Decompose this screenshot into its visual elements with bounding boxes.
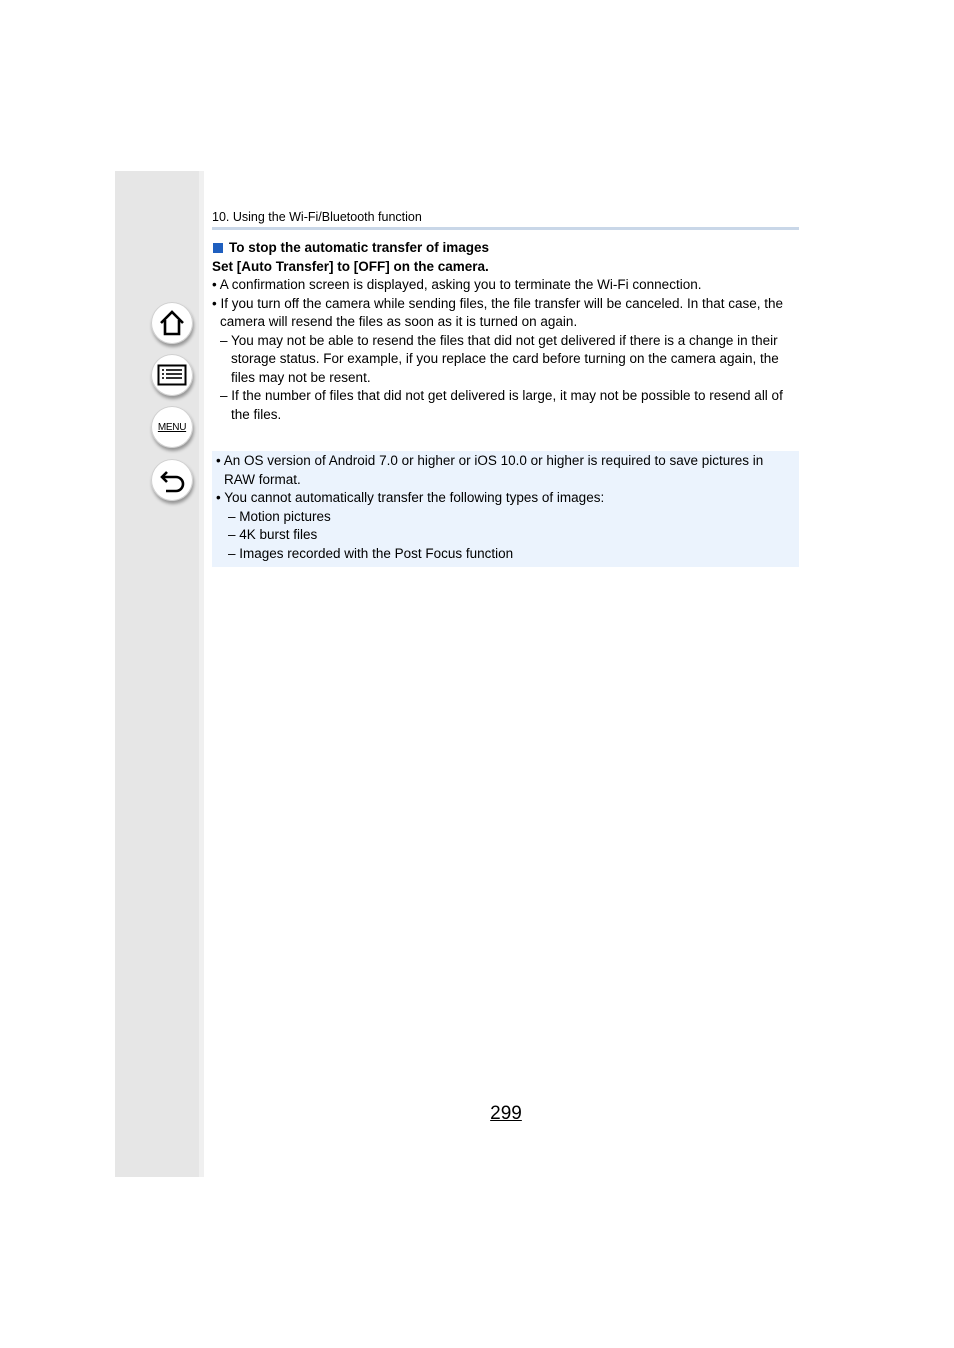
note-content [216, 452, 788, 563]
sidebar-edge [199, 171, 204, 1177]
header-rule [212, 227, 799, 230]
page-number[interactable]: 299 [490, 1103, 522, 1124]
menu-button[interactable] [151, 406, 193, 448]
contents-button[interactable] [151, 354, 193, 396]
sub-item: – You may not be able to resend the files that did not get delivered if there is a change in their storage status. For example, if you replace the card before turning on the camera again, the files may not be resent. [220, 332, 779, 385]
section-title [212, 239, 799, 258]
back-button[interactable] [151, 459, 193, 501]
chapter-header: 10. Using the Wi-Fi/Bluetooth function [212, 210, 422, 224]
table-of-contents-icon [157, 364, 187, 386]
return-icon [158, 467, 186, 493]
sub-item: – If the number of files that did not get delivered is large, it may not be possible to resend all of the files. [220, 388, 783, 422]
note-bullet: • You cannot automatically transfer the following types of images: [216, 490, 605, 505]
instruction: Set [Auto Transfer] to [OFF] on the camera. [212, 258, 489, 274]
note-sub-item: – 4K burst files [228, 527, 318, 542]
note-sub-item: – Images recorded with the Post Focus function [228, 545, 514, 561]
section-title-text: To stop the automatic transfer of images [229, 240, 490, 255]
note-bullet: • An OS version of Android 7.0 or higher or iOS 10.0 or higher is required to save pictures in RAW format. [216, 453, 764, 487]
bullet-item: • If you turn off the camera while sending files, the file transfer will be canceled. In that case, the camera will resend the files as soon as it is turned on again. [212, 295, 784, 329]
menu-label: MENU [157, 421, 187, 433]
home-icon [158, 309, 186, 337]
home-button[interactable] [151, 302, 193, 344]
section-marker-icon [213, 243, 223, 253]
bullet-item: • A confirmation screen is displayed, asking you to terminate the Wi-Fi connection. [212, 277, 702, 292]
main-content [212, 239, 799, 424]
note-box [212, 451, 799, 567]
note-sub-item: – Motion pictures [228, 508, 331, 524]
